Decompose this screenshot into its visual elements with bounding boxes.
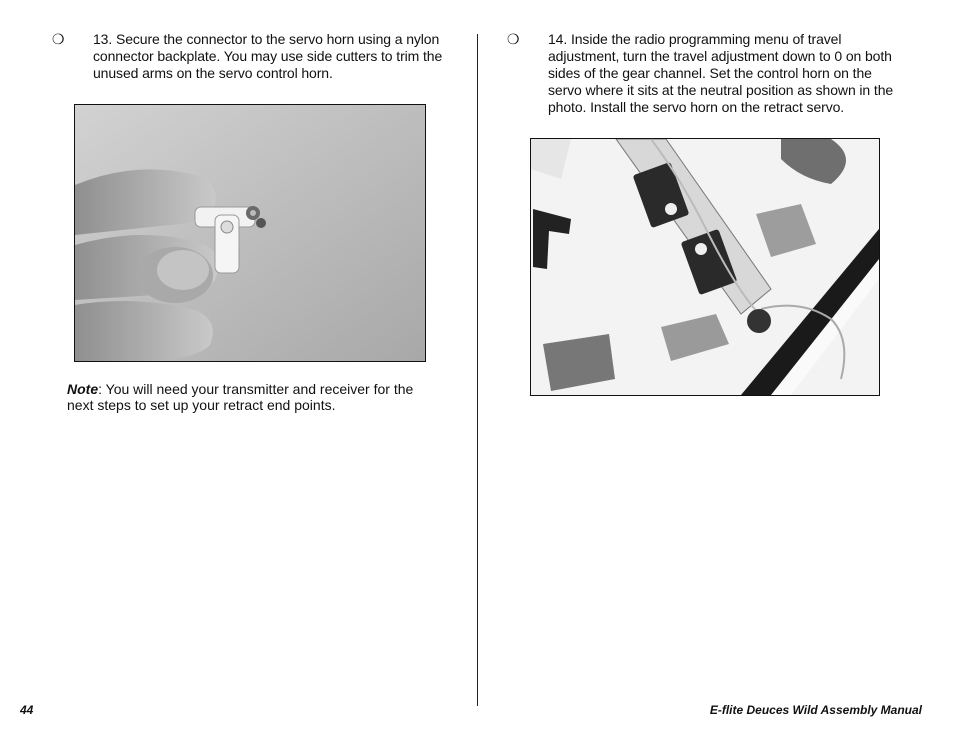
- step-14: [507, 31, 899, 116]
- note-paragraph: [67, 381, 427, 413]
- page-number: 44: [20, 703, 34, 717]
- note-text: : You will need your transmitter and receiver for the next steps to set up your retract end points.: [67, 381, 414, 413]
- column-divider: [477, 34, 478, 706]
- step-13: [52, 31, 444, 82]
- step-14-text: 14. Inside the radio programming menu of travel adjustment, turn the travel adjustment down to 0 on both sides of the gear channel. Set the control horn on the servo where it sits at the neutral position as shown in the photo. Install the servo horn on the retract servo.: [548, 31, 894, 115]
- retract-servo-photo: [530, 138, 880, 396]
- checkbox-bullet-icon: ❍: [507, 31, 520, 47]
- retract-servo-illustration: [531, 139, 879, 395]
- step-13-text: 13. Secure the connector to the servo horn using a nylon connector backplate. You may use side cutters to trim the unused arms on the servo control horn.: [93, 31, 443, 81]
- note-label: Note: [67, 381, 99, 397]
- manual-title: E-flite Deuces Wild Assembly Manual: [709, 703, 922, 717]
- checkbox-bullet-icon: ❍: [52, 31, 65, 47]
- servo-horn-photo: [74, 104, 426, 362]
- servo-horn-illustration: [75, 105, 425, 361]
